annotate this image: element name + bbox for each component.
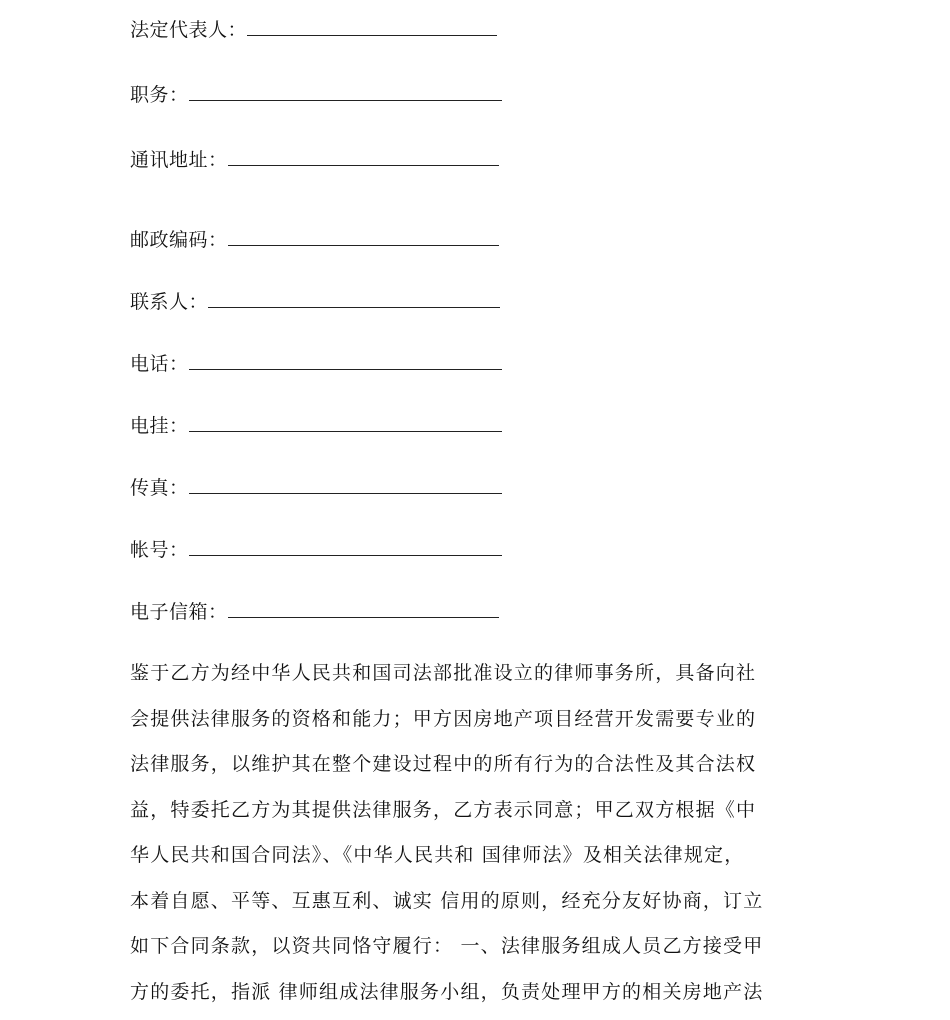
field-email [130, 599, 499, 624]
field-telegraph [130, 413, 502, 438]
field-label: 联系人： [130, 291, 209, 313]
field-legal-representative [130, 17, 497, 42]
field-blank-line[interactable] [228, 227, 499, 246]
field-blank-line[interactable] [228, 147, 499, 166]
field-contact-person [130, 289, 500, 314]
paragraph-line: 鉴于乙方为经中华人民共和国司法部批准设立的律师事务所，具备向社 [130, 662, 757, 684]
paragraph-line: 方的委托，指派 律师组成法律服务小组，负责处理甲方的相关房地产法 [130, 980, 764, 1003]
field-position [130, 82, 502, 107]
field-label: 法定代表人： [130, 19, 248, 41]
paragraph-line: 益，特委托乙方为其提供法律服务，乙方表示同意；甲乙双方根据《中 [130, 798, 757, 821]
field-blank-line[interactable] [189, 413, 502, 432]
field-label: 电子信箱： [130, 601, 228, 623]
paragraph-line: 法律服务，以维护其在整个建设过程中的所有行为的合法性及其合法权 [130, 753, 757, 775]
field-label: 电话： [130, 353, 189, 375]
field-blank-line[interactable] [228, 599, 499, 618]
paragraph-line: 本着自愿、平等、互惠互利、诚实 信用的原则，经充分友好协商，订立 [130, 889, 764, 912]
field-address [130, 147, 499, 172]
contract-body-paragraph [130, 656, 800, 1020]
field-label: 电挂： [130, 415, 189, 437]
field-label: 传真： [130, 477, 189, 499]
field-phone [130, 351, 502, 376]
field-blank-line[interactable] [189, 475, 502, 494]
paragraph-line: 如下合同条款，以资共同恪守履行： 一、法律服务组成人员乙方接受甲 [130, 935, 764, 957]
field-fax [130, 475, 502, 500]
field-account [130, 537, 502, 562]
field-blank-line[interactable] [189, 351, 502, 370]
field-blank-line[interactable] [208, 289, 500, 308]
field-label: 帐号： [130, 539, 189, 561]
field-postal-code [130, 227, 499, 252]
field-label: 职务： [130, 84, 189, 106]
field-label: 通讯地址： [130, 149, 228, 171]
paragraph-line: 会提供法律服务的资格和能力；甲方因房地产项目经营开发需要专业的 [130, 707, 757, 730]
field-blank-line[interactable] [247, 17, 497, 36]
field-blank-line[interactable] [189, 537, 502, 556]
field-label: 邮政编码： [130, 229, 228, 251]
paragraph-line: 华人民共和国合同法》、《中华人民共和 国律师法》及相关法律规定， [130, 844, 745, 866]
field-blank-line[interactable] [189, 82, 502, 101]
